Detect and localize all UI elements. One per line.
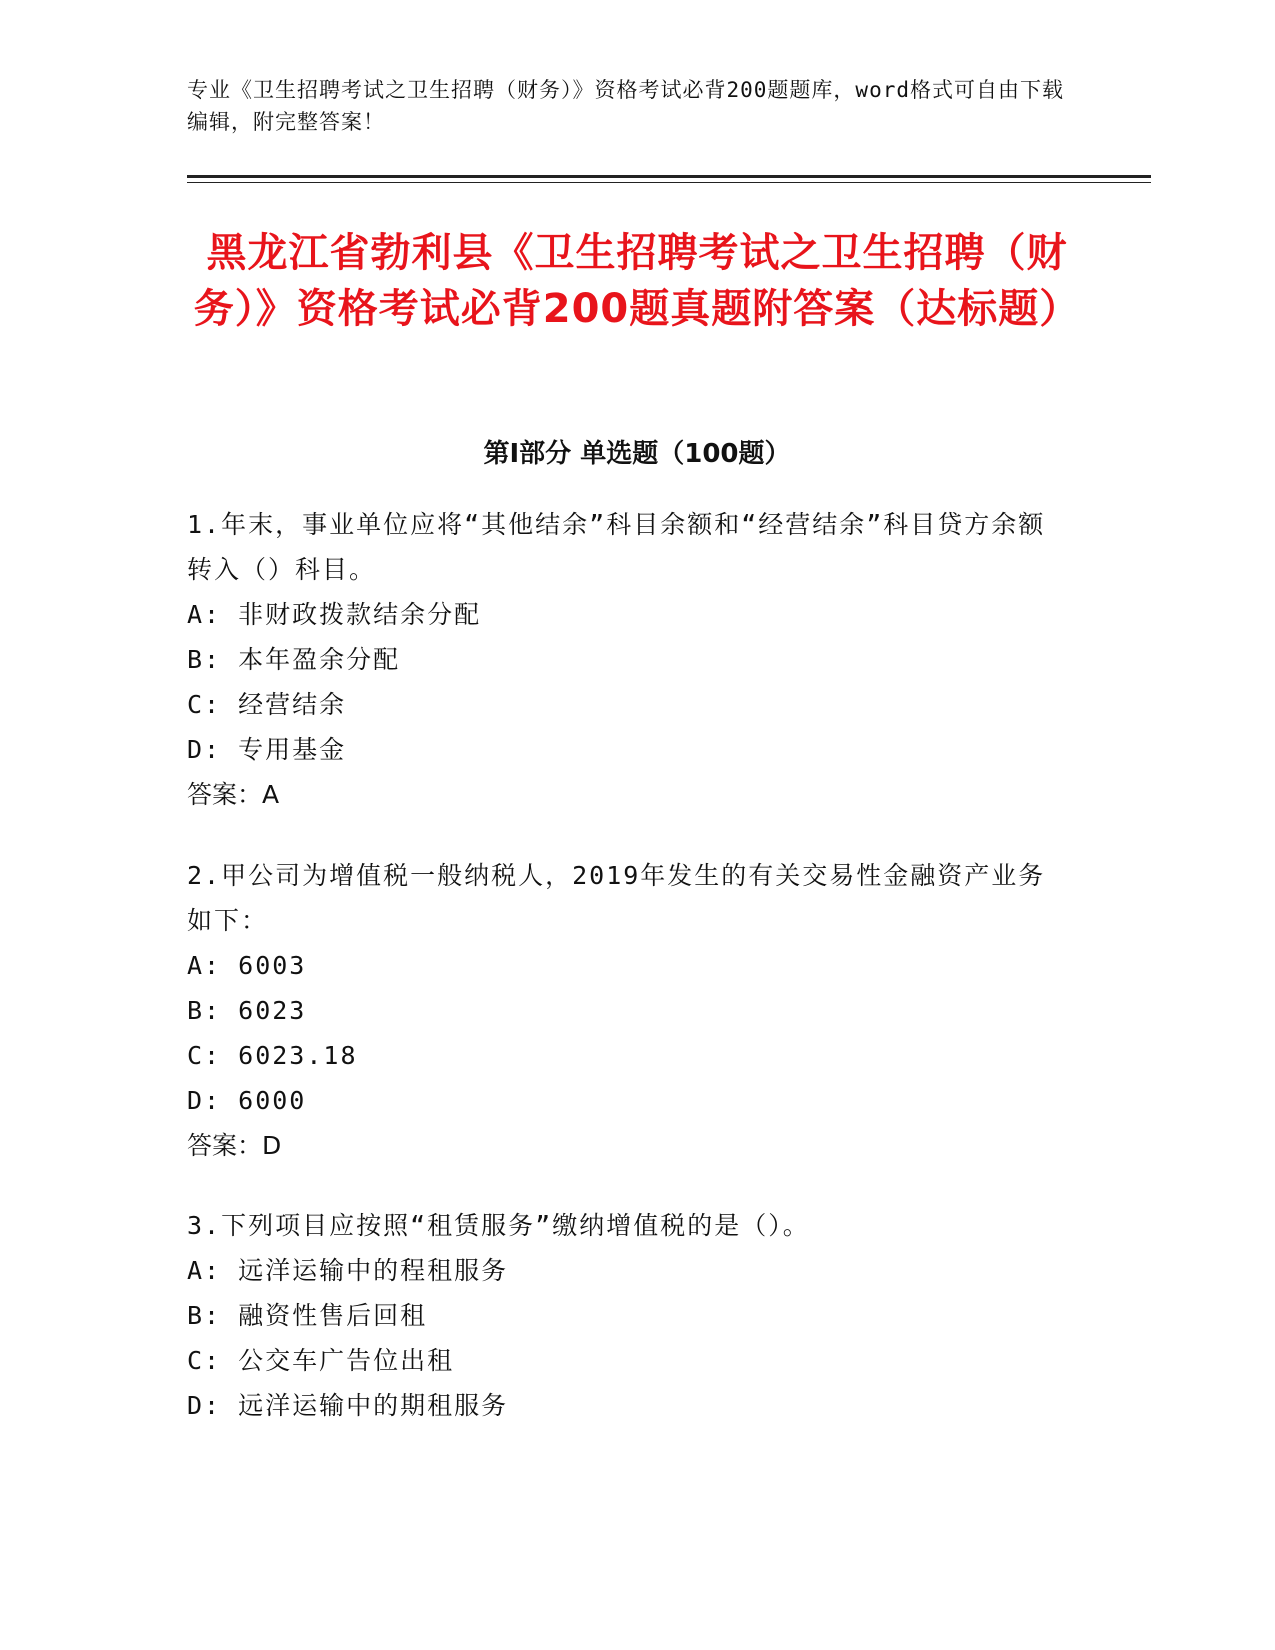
option-c: C: 经营结余: [187, 690, 347, 719]
option-c: C: 公交车广告位出租: [187, 1346, 455, 1375]
question-1: [187, 502, 1067, 817]
option-d: D: 6000: [187, 1086, 307, 1115]
question-stem: 1.年末，事业单位应将“其他结余”科目余额和“经营结余”科目贷方余额转入（）科目。: [187, 510, 1046, 584]
option-a: A: 远洋运输中的程租服务: [187, 1256, 509, 1285]
option-d: D: 远洋运输中的期租服务: [187, 1391, 509, 1420]
question-3: [187, 1203, 1067, 1428]
header-note: 专业《卫生招聘考试之卫生招聘（财务）》资格考试必背200题题库，word格式可自由下载编辑，附完整答案！: [187, 78, 1064, 134]
question-stem: 3.下列项目应按照“租赁服务”缴纳增值税的是（）。: [187, 1211, 810, 1240]
question-stem: 2.甲公司为增值税一般纳税人，2019年发生的有关交易性金融资产业务如下：: [187, 861, 1046, 935]
section-title: 第Ⅰ部分 单选题（100题）: [483, 439, 791, 469]
document-title: 黑龙江省勃利县《卫生招聘考试之卫生招聘（财务）》资格考试必背200题真题附答案（达标题）: [193, 230, 1081, 332]
header-divider-thick: [187, 175, 1151, 178]
option-b: B: 融资性售后回租: [187, 1301, 428, 1330]
option-b: B: 本年盈余分配: [187, 645, 401, 674]
question-2: [187, 853, 1067, 1168]
header-divider-thin: [187, 182, 1151, 183]
option-a: A: 6003: [187, 951, 307, 980]
answer: 答案：A: [187, 780, 280, 809]
answer: 答案：D: [187, 1131, 282, 1160]
option-c: C: 6023.18: [187, 1041, 358, 1070]
option-a: A: 非财政拨款结余分配: [187, 600, 482, 629]
option-d: D: 专用基金: [187, 735, 347, 764]
option-b: B: 6023: [187, 996, 307, 1025]
